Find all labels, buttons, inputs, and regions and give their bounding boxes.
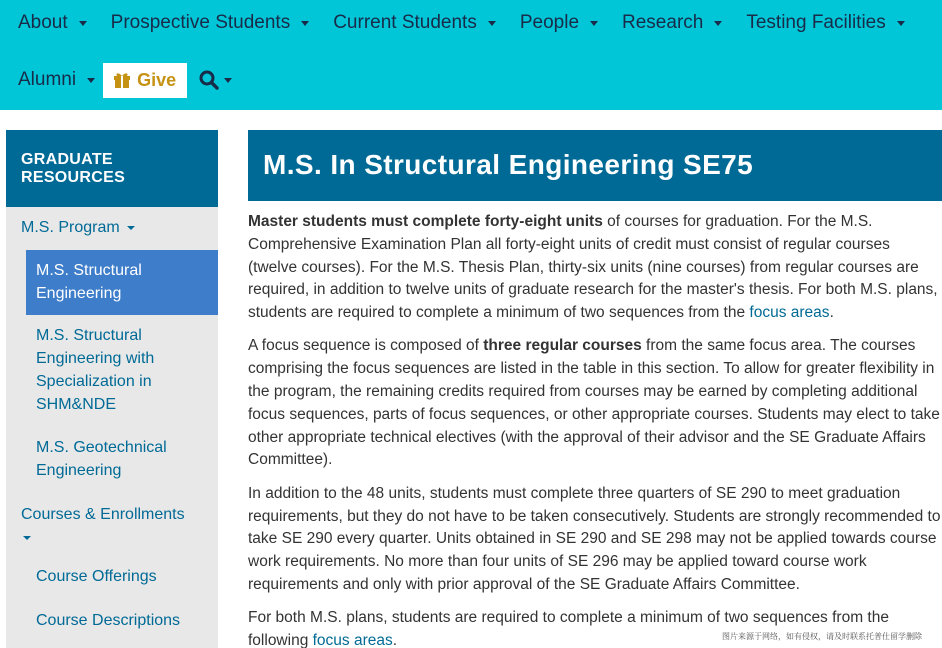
sidebar-item-label: M.S. Structural xyxy=(36,327,142,344)
emphasis-text: Master students must complete forty-eight units xyxy=(248,213,603,230)
sidebar-item-course-descriptions[interactable] xyxy=(6,605,218,635)
caret-down-icon xyxy=(714,21,722,26)
nav-item-label: People xyxy=(519,12,580,33)
sidebar-heading-line: RESOURCES xyxy=(21,169,126,186)
nav-item-prospective-students[interactable] xyxy=(111,12,314,34)
caret-down-icon xyxy=(897,21,905,26)
give-button[interactable] xyxy=(103,63,187,98)
paragraph-text: For both M.S. plans, students are required to complete a minimum of two sequences from the following xyxy=(248,609,889,648)
emphasis-text: three regular courses xyxy=(483,337,642,355)
paragraph-text: A focus sequence is composed of xyxy=(248,337,484,355)
sidebar-item-label: Course Offerings xyxy=(36,568,157,585)
sidebar-item-label: M.S. Program xyxy=(21,219,120,236)
nav-row-2 xyxy=(0,57,236,103)
sidebar-item-ms-geotechnical-engineering[interactable] xyxy=(6,428,218,496)
caret-down-icon xyxy=(79,21,87,26)
nav-item-label: Alumni xyxy=(18,69,77,90)
sidebar-item-ms-shm-nde[interactable] xyxy=(6,315,218,428)
nav-item-label: Research xyxy=(622,12,704,33)
sidebar-heading xyxy=(6,130,218,207)
caret-down-icon xyxy=(23,536,31,540)
nav-item-research[interactable] xyxy=(622,12,726,34)
caret-down-icon xyxy=(127,226,135,230)
sidebar-item-label: Engineering xyxy=(36,462,122,479)
paragraph xyxy=(248,211,942,325)
main-content xyxy=(248,211,942,648)
caret-down-icon xyxy=(301,21,309,26)
caret-down-icon xyxy=(224,78,232,83)
sidebar-item-courses-enrollments[interactable] xyxy=(6,496,218,561)
sidebar-item-label: Engineering xyxy=(36,285,122,302)
sidebar-item-label: Course Descriptions xyxy=(36,612,181,629)
nav-item-alumni[interactable] xyxy=(18,69,99,91)
sidebar-item-course-offerings[interactable] xyxy=(6,561,218,605)
nav-item-current-students[interactable] xyxy=(333,12,500,34)
search-icon xyxy=(199,70,219,90)
paragraph: In addition to the 48 units, students must complete three quarters of SE 290 to meet graduation requirements, but they do not have to be taken consecutively. Students are strongly recommended to take SE 290 every quarter. Units obtained in SE 290 and SE 298 may not be applied towards course work requirements. No more than four units of SE 296 may be applied toward course work requirements and only with prior approval of the SE Graduate Affairs Committee. xyxy=(248,484,941,593)
search-toggle[interactable] xyxy=(199,70,236,90)
nav-item-label: Current Students xyxy=(333,12,477,33)
nav-item-people[interactable] xyxy=(520,12,602,34)
sidebar-item-label: SHM&NDE xyxy=(36,396,117,413)
sidebar-item-label: Engineering with xyxy=(36,350,155,367)
page-title: M.S. In Structural Engineering SE75 xyxy=(248,130,942,201)
watermark-text: 图片来源于网络，如有侵权，请及时联系托普仕留学删除 xyxy=(722,632,922,641)
sidebar-item-ms-structural-engineering[interactable] xyxy=(26,250,218,315)
focus-areas-link[interactable]: focus areas xyxy=(749,304,830,322)
nav-item-label: Prospective Students xyxy=(110,12,291,33)
nav-item-about[interactable] xyxy=(18,12,91,34)
paragraph-text: from the same focus area. The courses comprising the focus sequences are listed in the table in this section. To allow for greater flexibility in the program, the remaining credits required from courses may be earned by completing additional focus sequences, parts of focus sequences, or other appropriate courses. Students may elect to take other appropriate technical electives (with the approval of their advisor and the SE Graduate Affairs Committee). xyxy=(248,337,940,469)
top-navigation xyxy=(0,0,942,110)
focus-areas-link[interactable]: focus areas xyxy=(312,632,393,648)
nav-item-label: About xyxy=(18,12,68,33)
sidebar-item-label: M.S. Structural xyxy=(36,262,142,279)
sidebar xyxy=(6,130,218,648)
sidebar-item-label: M.S. Geotechnical xyxy=(36,439,167,456)
nav-item-label: Testing Facilities xyxy=(746,12,886,33)
sidebar-heading-line: GRADUATE xyxy=(21,151,113,168)
sidebar-item-ms-program[interactable] xyxy=(6,207,218,250)
gift-icon xyxy=(113,72,131,88)
caret-down-icon xyxy=(87,78,95,83)
paragraph xyxy=(248,335,942,472)
nav-item-testing-facilities[interactable] xyxy=(746,12,908,34)
nav-row-1 xyxy=(0,0,911,46)
paragraph-text: . xyxy=(829,304,834,322)
paragraph-text: of courses for graduation. For the M.S. Comprehensive Examination Plan all forty-eight units of credit must consist of regular courses (twelve courses). For the M.S. Thesis Plan, thirty-six units (nine courses) from regular courses are required, in addition to twelve units of graduate research for the master's thesis. For both M.S. plans, students are required to complete a minimum of two sequences from the xyxy=(248,213,938,322)
caret-down-icon xyxy=(488,21,496,26)
give-button-label: Give xyxy=(137,69,177,90)
caret-down-icon xyxy=(590,21,598,26)
paragraph-text: . xyxy=(392,632,398,648)
sidebar-item-label: Courses & Enrollments xyxy=(21,506,185,523)
sidebar-item-label: Specialization in xyxy=(36,373,152,390)
